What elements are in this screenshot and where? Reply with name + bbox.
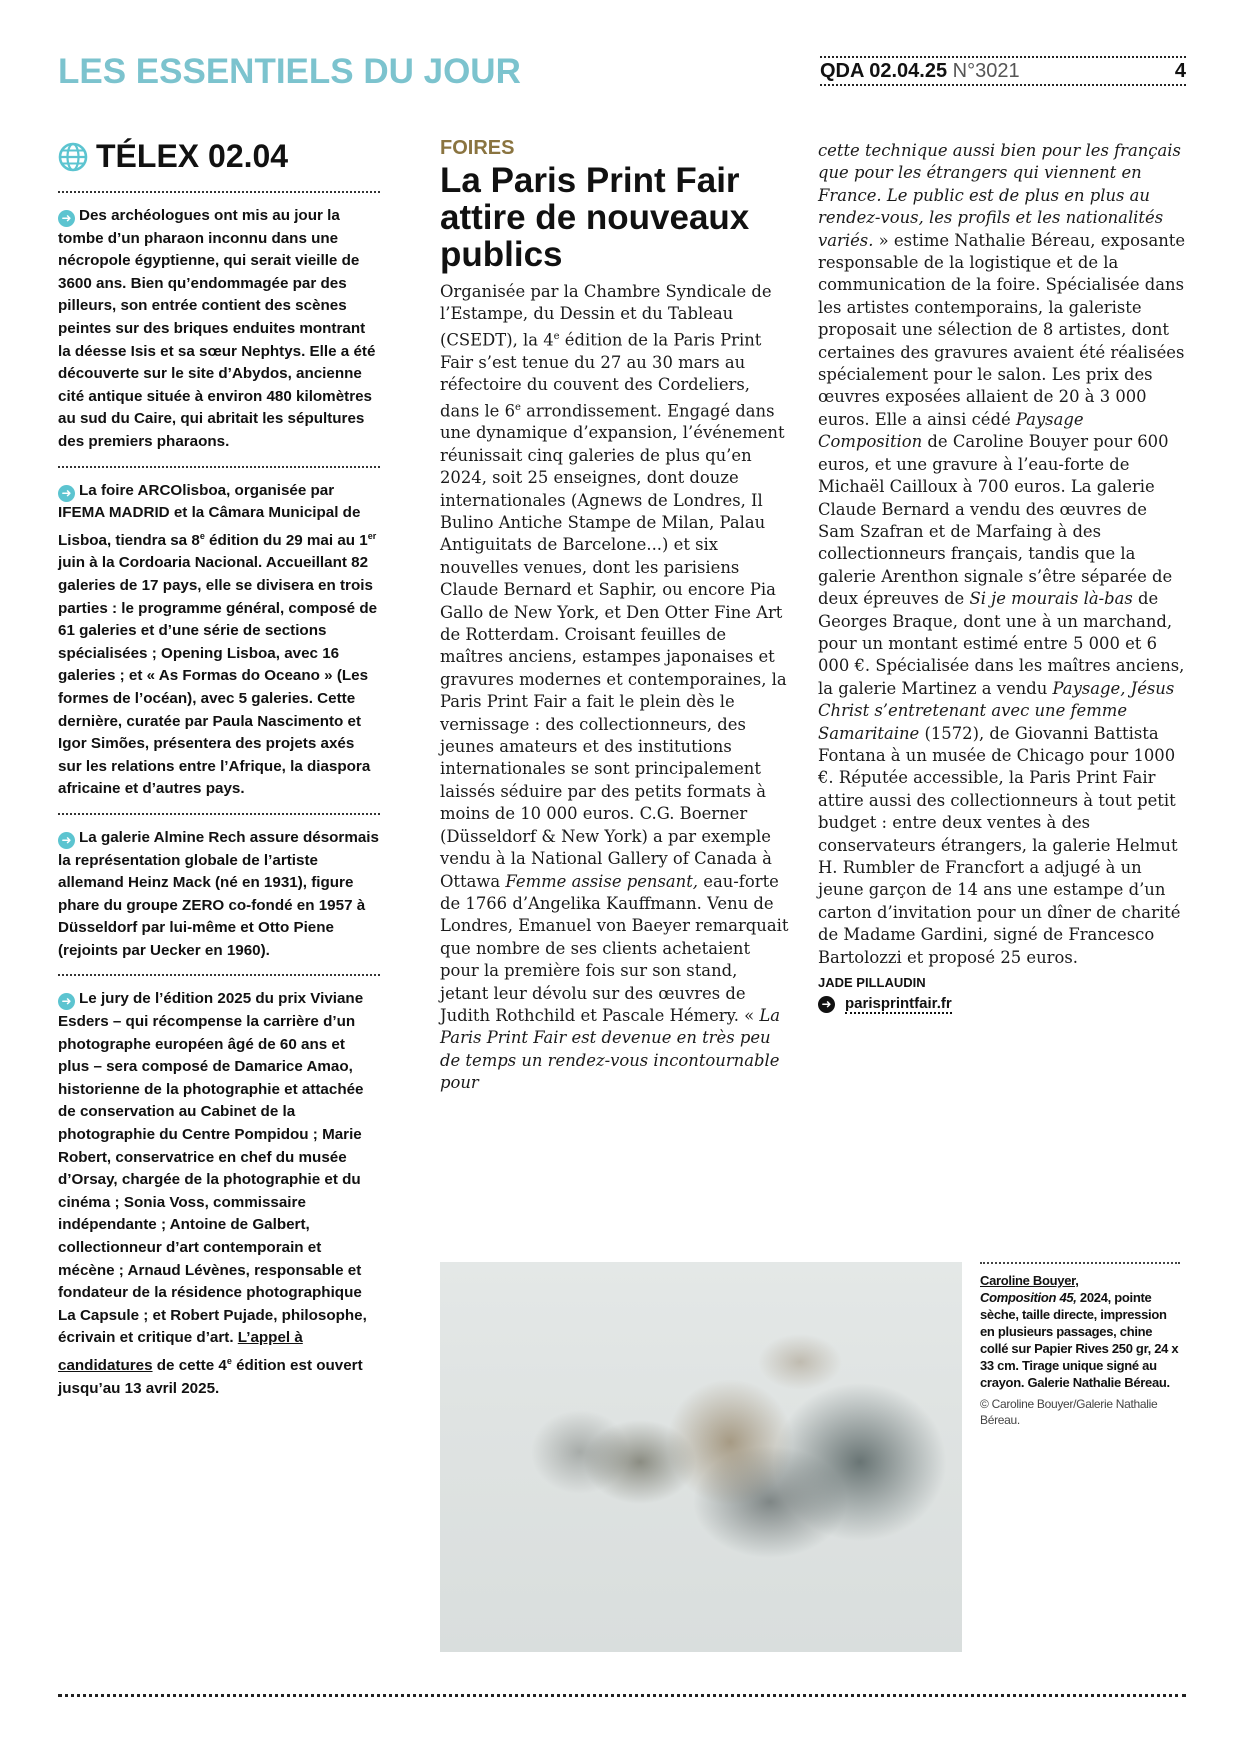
arrow-right-icon: ➜ [58, 485, 75, 502]
telex-item: ➜ Des archéologues ont mis au jour la tombe d’un pharaon inconnu dans une nécropole égyptienne, qui serait vieille de 3600 ans. Bien qu’endommagée par des pilleurs, son entrée contient des scènes peintes sur des briques enduites montrant la déesse Isis et sa sœur Nephtys. Elle a été découverte sur le site d’Abydos, ancienne cité antique située à environ 480 kilomètres au sud du Caire, qui abritait les sépultures des premiers pharaons. [58, 191, 380, 454]
arrow-right-icon: ➜ [58, 993, 75, 1010]
telex-item: ➜ La foire ARCOlisboa, organisée par IFEMA MADRID et la Câmara Municipal de Lisboa, tiendra sa 8e édition du 29 mai au 1er juin à la Cordoaria Nacional. Accueillant 82 galeries de 17 pays, elle se divisera en trois parties : le programme général, composé de 61 galeries et d’une série de sections spécialisées ; Opening Lisboa, avec 16 galeries ; et « As Formas do Oceano » (Les formes de l’océan), avec 5 galeries. Cette dernière, curatée par Paula Nascimento et Igor Simões, présentera des projets axés sur les relations entre l’Afrique, la diaspora africaine et d’autres pays. [58, 466, 380, 801]
article-paragraph: cette technique aussi bien pour les français que pour les étrangers qui viennent en France. Le public est de plus en plus au rendez-vous, les profils et les nationalités variés. » estime Nathalie Béreau, exposante responsable de la logistique et de la communication de la foire. Spécialisée dans les artistes contemporains, la galeriste proposait une sélection de 8 artistes, dont certaines des gravures avaient été réalisées spécialement pour le salon. Les prix des œuvres exposées allaient de 20 à 3 000 euros. Elle a ainsi cédé Paysage Composition de Caroline Bouyer pour 600 euros, et une gravure à l’eau-forte de Michaël Cailloux à 700 euros. La galerie Claude Bernard a vendu des œuvres de Sam Szafran et de Marfaing à des collectionneurs français, tandis que la galerie Arenthon signale s’être séparée de deux épreuves de Si je mourais là-bas de Georges Braque, dont une à un marchand, pour un montant estimé entre 5 000 et 6 000 €. Spécialisée dans les maîtres anciens, la galerie Martinez a vendu Paysage, Jésus Christ s’entretenant avec une femme Samaritaine (1572), de Giovanni Battista Fontana à un musée de Chicago pour 1000 €. Réputée accessible, la Paris Print Fair attire aussi des collectionneurs à tout petit budget : entre deux ventes à des conservateurs étrangers, la galerie Helmut H. Rumbler de Francfort a adjugé à un jeune garçon de 14 ans une estampe d’un carton d’invitation pour un dîner de charité de Madame Gardini, signé de Francesco Bartolozzi et proposé 25 euros. [818, 141, 1186, 967]
article-paragraph: Organisée par la Chambre Syndicale de l’Estampe, du Dessin et du Tableau (CSEDT), la 4e édition de la Paris Print Fair s’est tenue du 27 au 30 mars au réfectoire du couvent des Cordeliers, dans le 6e arrondissement. Engagé dans une dynamique d’expansion, l’événement réunissait cinq galeries de plus qu’en 2024, soit 25 enseignes, dont douze internationales (Agnews de Londres, Il Bulino Antiche Stampe de Milan, Palau Antiguitats de Barcelone...) et six nouvelles venues, dont les parisiens Claude Bernard et Saphir, ou encore Pia Gallo de New York, et Den Otter Fine Art de Rotterdam. Croisant feuilles de maîtres anciens, estampes japonaises et gravures modernes et contemporaines, la Paris Print Fair a fait le plein dès le vernissage : des collectionneurs, des jeunes amateurs et des institutions internationales se sont principalement laissés séduire par des petits formats à moins de 10 000 euros. C.G. Boerner (Düsseldorf & New York) a par exemple vendu à la National Gallery of Canada à Ottawa Femme assise pensant, eau-forte de 1766 d’Angelika Kauffmann. Venu de Londres, Emanuel von Baeyer remarquait que nombre de ses clients achetaient pour la première fois sur son stand, jetant leur dévolu sur des œuvres de Judith Rothchild et Pascale Hémery. « La Paris Print Fair est devenue en très peu de temps un rendez-vous incontournable pour [440, 282, 789, 1093]
article-kicker: FOIRES [440, 137, 515, 159]
issue-number: N°3021 [952, 60, 1020, 82]
article-body-part1 [440, 281, 790, 1095]
quote-start: La Paris Print Fair est devenue en très peu de temps un rendez-vous incontournable pour [440, 1005, 781, 1093]
folio-rule-bottom [820, 84, 1186, 86]
folio-rule-top [820, 56, 1186, 58]
website-link-row [818, 995, 1186, 1014]
article-body-part2 [818, 140, 1186, 969]
telex-item: ➜ La galerie Almine Rech assure désormais la représentation globale de l’artiste allemand Heinz Mack (né en 1931), figure phare du groupe ZERO co-fondé en 1957 à Düsseldorf par lui-même et Otto Piene (rejoints par Uecker en 1960). [58, 813, 380, 963]
caption-rule [980, 1262, 1180, 1264]
telex-title: TÉLEX 02.04 [58, 138, 380, 175]
article-headline: La Paris Print Fair attire de nouveaux publics [440, 161, 750, 274]
telex-column [58, 138, 380, 1400]
issue-info [820, 60, 1020, 83]
section-title: LES ESSENTIELS DU JOUR [58, 52, 521, 91]
page-number: 4 [1174, 60, 1186, 82]
folio [820, 56, 1186, 86]
byline: JADE PILLAUDIN [818, 975, 926, 991]
website-link[interactable]: parisprintfair.fr [845, 995, 952, 1013]
application-call-link[interactable]: L’appel à candidatures [58, 1329, 303, 1375]
article-continued [818, 140, 1186, 1014]
globe-icon [58, 142, 88, 172]
caption-text: Caroline Bouyer, Composition 45, 2024, pointe sèche, taille directe, impression en plusieurs passages, chine collé sur Papier Rives 250 gr, 24 x 33 cm. Tirage unique signé au crayon. Galerie Nathalie Béreau. [980, 1273, 1179, 1390]
arrow-right-icon: ➜ [58, 210, 75, 227]
artwork-image [440, 1262, 962, 1652]
article [440, 137, 790, 1095]
arrow-right-icon: ➜ [58, 832, 75, 849]
telex-item: ➜ Le jury de l’édition 2025 du prix Viviane Esders – qui récompense la carrière d’un photographe européen âgé de 60 ans et plus – sera composé de Damarice Amao, historienne de la photographie et attachée de conservation au Cabinet de la photographie du Centre Pompidou ; Marie Robert, conservatrice en chef du musée d’Orsay, chargée de la photographie et du cinéma ; Sonia Voss, commissaire indépendante ; Antoine de Galbert, collectionneur d’art contemporain et mécène ; Arnaud Lévènes, responsable et fondateur de la résidence photographique La Capsule ; et Robert Pujade, philosophe, écrivain et critique d’art. L’appel à candidatures de cette 4e édition est ouvert jusqu’au 13 avril 2025. [58, 974, 380, 1400]
issue-date: QDA 02.04.25 [820, 60, 948, 82]
footer-rule [58, 1694, 1186, 1697]
arrow-right-icon: ➜ [818, 996, 835, 1013]
quote-end: cette technique aussi bien pour les français que pour les étrangers qui viennent en France. Le public est de plus en plus au rendez-vous, les profils et les nationalités variés. [818, 141, 1181, 250]
photo-credit: © Caroline Bouyer/Galerie Nathalie Béreau. [980, 1397, 1158, 1427]
figure-caption [980, 1262, 1180, 1428]
